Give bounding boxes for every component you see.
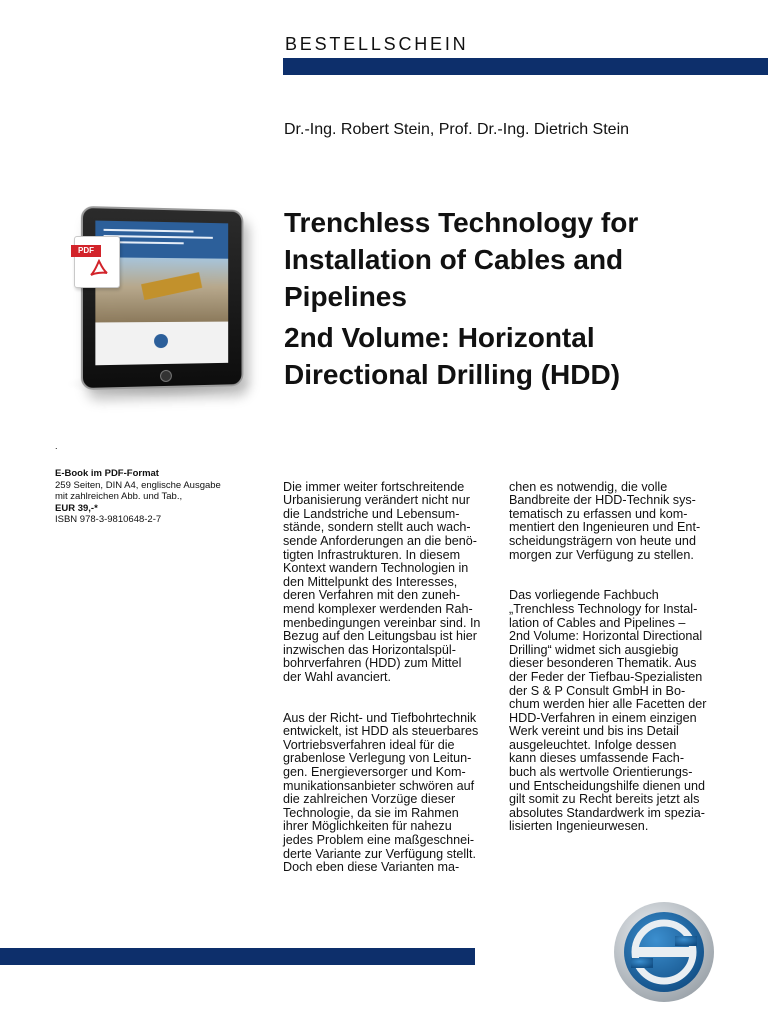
footer-accent-bar [0,948,475,965]
product-price: EUR 39,-* [55,502,98,514]
tablet-device [81,206,243,390]
product-pages: 259 Seiten, DIN A4, englische Ausgabe [55,479,221,491]
body-paragraph: Die immer weiter fortschreitende Urbanisierung verändert nicht nur die Landstriche und Lebensum- stände, sondern stellt auch wach- sende Anforderungen an die benö- tigten Infrastrukturen. In diesem Kontext wandern Technologien in den Mittelpunkt des Interesses, deren Verfahren mit den zuneh- mend komplexer werdenden Rah- menbedingungen vereinbar sind. In Bezug auf den Leitungsbau ist hier inzwischen das Horizontalspül- bohrverfahren (HDD) zum Mittel der Wahl avanciert. [283,479,481,684]
authors: Dr.-Ing. Robert Stein, Prof. Dr.-Ing. Dietrich Stein [284,121,630,138]
page-title: BESTELLSCHEIN [285,34,469,54]
book-subtitle: 2nd Volume: Horizontal Directional Drilling (HDD) [284,322,621,390]
body-paragraph: chen es notwendig, die volle Bandbreite der HDD-Technik sys- tematisch zu erfassen und kom- mentiert den Ingenieuren und Ent- scheidungsträgern von heute und morgen zur Verfügung zu stellen. [509,479,701,562]
pdf-badge: PDF [71,245,101,257]
cover-logo [154,334,168,348]
product-isbn: ISBN 978-3-9810648-2-7 [55,514,162,525]
company-logo [610,898,718,1006]
cover-line [104,229,194,233]
body-paragraph: Das vorliegende Fachbuch „Trenchless Technology for Instal- lation of Cables and Pipelines – 2nd Volume: Horizontal Directional Drilling“ widmet sich ausgiebig dieser besonderen Thematik. Aus der Feder der Tiefbau-Spezialisten der S & P Consult GmbH in Bo- chum werden hier alle Facetten der HDD-Verfahren in einem einzigen Werk vereint und bis ins Detail ausgeleuchtet. Infolge dessen kann dieses umfassende Fach- buch als wertvolle Orientierungs- und Entscheidungshilfe dienen und gilt somit zu Recht bereits jetzt als absolutes Standardwerk im spezia- lisierten Ingenieurwesen. [509,588,707,834]
header-accent-bar [283,58,768,75]
body-column-2 [509,467,724,861]
acrobat-icon [89,259,109,279]
product-format: E-Book im PDF-Format [55,468,159,479]
product-extras: mit zahlreichen Abb. und Tab., [55,491,183,502]
marker-dot: . [55,441,58,451]
body-paragraph: Aus der Richt- und Tiefbohrtechnik entwickelt, ist HDD als steuerbares Vortriebsverfahren ideal für die grabenlose Verlegung von Leitun- gen. Energieversorger und Kom- munikationsanbieter schwören auf die zahlreichen Vorzüge dieser Technologie, da sie im Rahmen ihrer Möglichkeiten für nahezu jedes Problem eine maßgeschnei- derte Variante zur Verfügung stellt. Doch eben diese Varianten ma- [283,710,479,875]
book-cover-image [60,200,250,405]
pdf-icon [74,236,120,288]
book-title: Trenchless Technology for Installation of Cables and Pipelines [284,207,639,312]
body-column-1 [283,467,488,902]
tablet-home-button [160,370,172,382]
product-info [55,468,265,526]
